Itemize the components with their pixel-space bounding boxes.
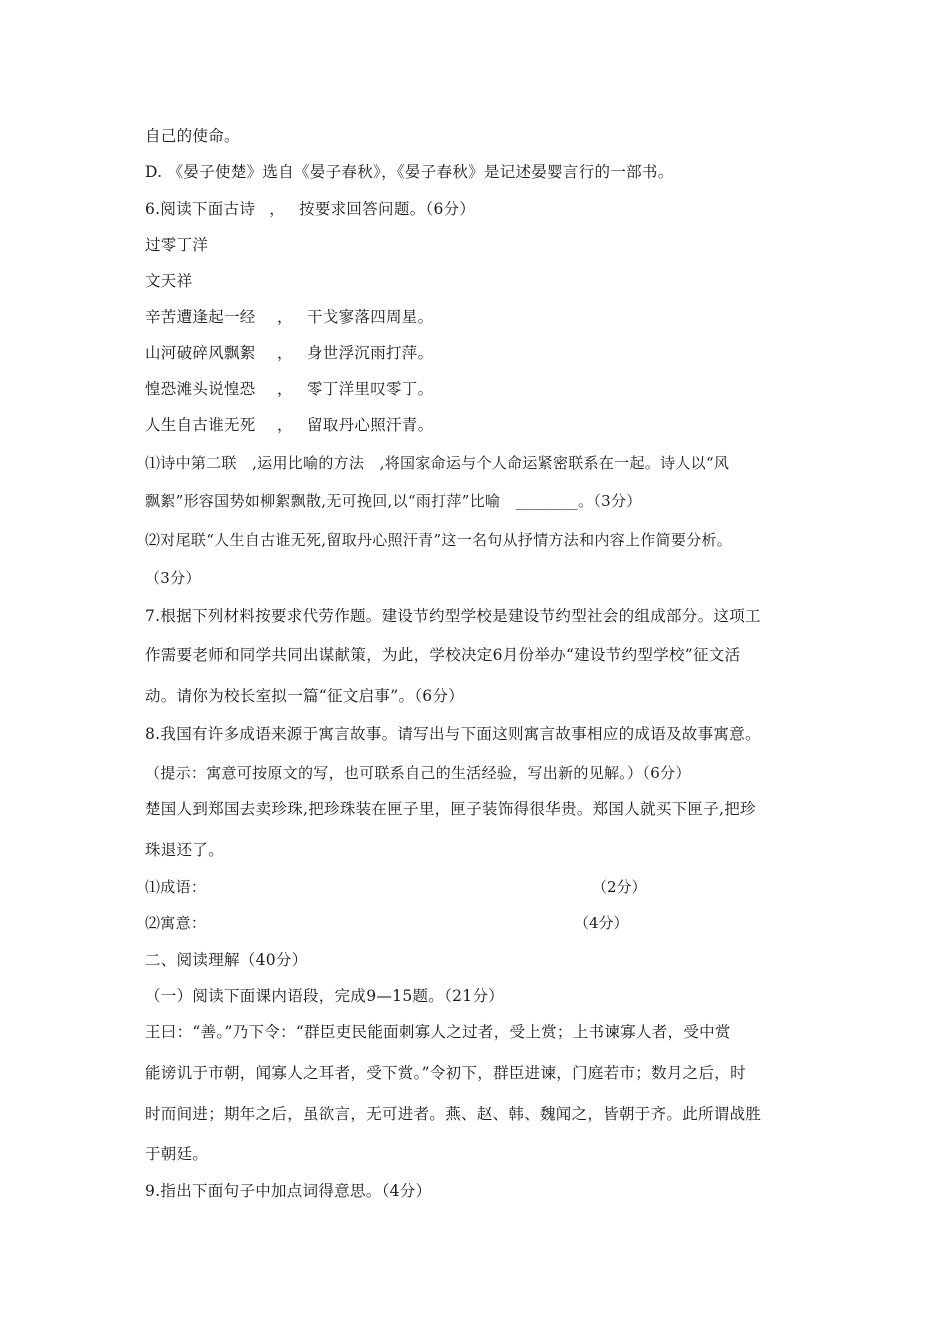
question-8-2-score: （4分） <box>574 914 629 932</box>
poem-line-first-half: 山河破碎风飘絮 <box>145 344 256 362</box>
poem-title: 过零丁洋 <box>145 236 209 254</box>
passage-line: 时而间进；期年之后，虽欲言，无可进者。燕、赵、韩、魏闻之，皆朝于齐。此所谓战胜 <box>145 1105 762 1123</box>
fable-text: 珠退还了。 <box>145 841 225 859</box>
question-6-heading <box>145 199 475 219</box>
poem-line-comma: ， <box>277 380 293 398</box>
section-heading: 二、阅读理解（40分） <box>145 951 308 969</box>
passage-line: 于朝廷。 <box>145 1145 209 1163</box>
question-6-1: ⑴诗中第二联 ,运用比喻的方法 ,将国家命运与个人命运紧密联系在一起。诗人以“风 <box>145 454 730 472</box>
poem-line <box>145 379 433 399</box>
text-line: 自己的使命。 <box>145 127 240 145</box>
text-line: D. 《晏子使楚》选自《晏子春秋》，《晏子春秋》是记述晏婴言行的一部书。 <box>145 163 674 181</box>
question-8-2-label: ⑵寓意： <box>145 914 207 932</box>
poem-line-first-half: 辛苦遭逢起一经 <box>145 308 256 326</box>
question-7-continued: 作需要老师和同学共同出谋献策，为此，学校决定6月份举办“建设节约型学校”征文活 <box>145 646 741 664</box>
poem-line-second-half: 留取丹心照汗青。 <box>307 416 434 434</box>
question-6-2: ⑵对尾联“人生自古谁无死,留取丹心照汗青”这一名句从抒情方法和内容上作简要分析。 <box>145 531 733 549</box>
poem-line-second-half: 身世浮沉雨打萍。 <box>307 344 434 362</box>
poem-line-first-half: 人生自古谁无死 <box>145 416 256 434</box>
poem-line <box>145 343 433 363</box>
fable-text: 楚国人到郑国去卖珍珠,把珍珠装在匣子里，匣子装饰得很华贵。郑国人就买下匣子,把珍 <box>145 800 756 818</box>
question-6-heading-part: ， <box>269 200 286 218</box>
passage-line: 王曰：“善。”乃下令：“群臣吏民能面刺寡人之过者，受上赏；上书谏寡人者，受中赏 <box>145 1023 731 1041</box>
subsection-heading: （一）阅读下面课内语段，完成9—15题。（21分） <box>145 987 505 1005</box>
question-7-continued: 动。请你为校长室拟一篇“征文启事”。（6分） <box>145 687 465 705</box>
question-7: 7.根据下列材料按要求代劳作题。建设节约型学校是建设节约型社会的组成部分。这项工 <box>145 607 761 625</box>
question-8-hint: （提示：寓意可按原文的写，也可联系自己的生活经验，写出新的见解。）（6分） <box>145 764 691 782</box>
poem-line-second-half: 干戈寥落四周星。 <box>307 308 434 326</box>
poem-line-comma: ， <box>277 344 293 362</box>
poem-line-comma: ， <box>277 308 293 326</box>
poem-line-first-half: 惶恐滩头说惶恐 <box>145 380 256 398</box>
poem-line-comma: ， <box>277 416 293 434</box>
question-6-1-continued: 飘絮”形容国势如柳絮飘散,无可挽回,以“雨打萍”比喻 ________。（3分） <box>145 492 642 510</box>
poem-line <box>145 307 433 327</box>
passage-line: 能谤讥于市朝，闻寡人之耳者，受下赏。”令初下，群臣进谏，门庭若市；数月之后，时 <box>145 1064 746 1082</box>
question-9: 9.指出下面句子中加点词得意思。（4分） <box>145 1182 432 1200</box>
question-8-1-label: ⑴成语： <box>145 878 207 896</box>
poem-author: 文天祥 <box>145 272 193 290</box>
question-6-heading-part: 按要求回答问题。（6分） <box>299 200 476 218</box>
poem-line-second-half: 零丁洋里叹零丁。 <box>307 380 434 398</box>
question-6-heading-part: 6.阅读下面古诗 <box>145 200 256 218</box>
question-6-2-score: （3分） <box>145 569 201 587</box>
question-8-1-score: （2分） <box>592 878 647 896</box>
poem-line <box>145 415 433 435</box>
question-8: 8.我国有许多成语来源于寓言故事。请写出与下面这则寓言故事相应的成语及故事寓意。 <box>145 725 761 743</box>
